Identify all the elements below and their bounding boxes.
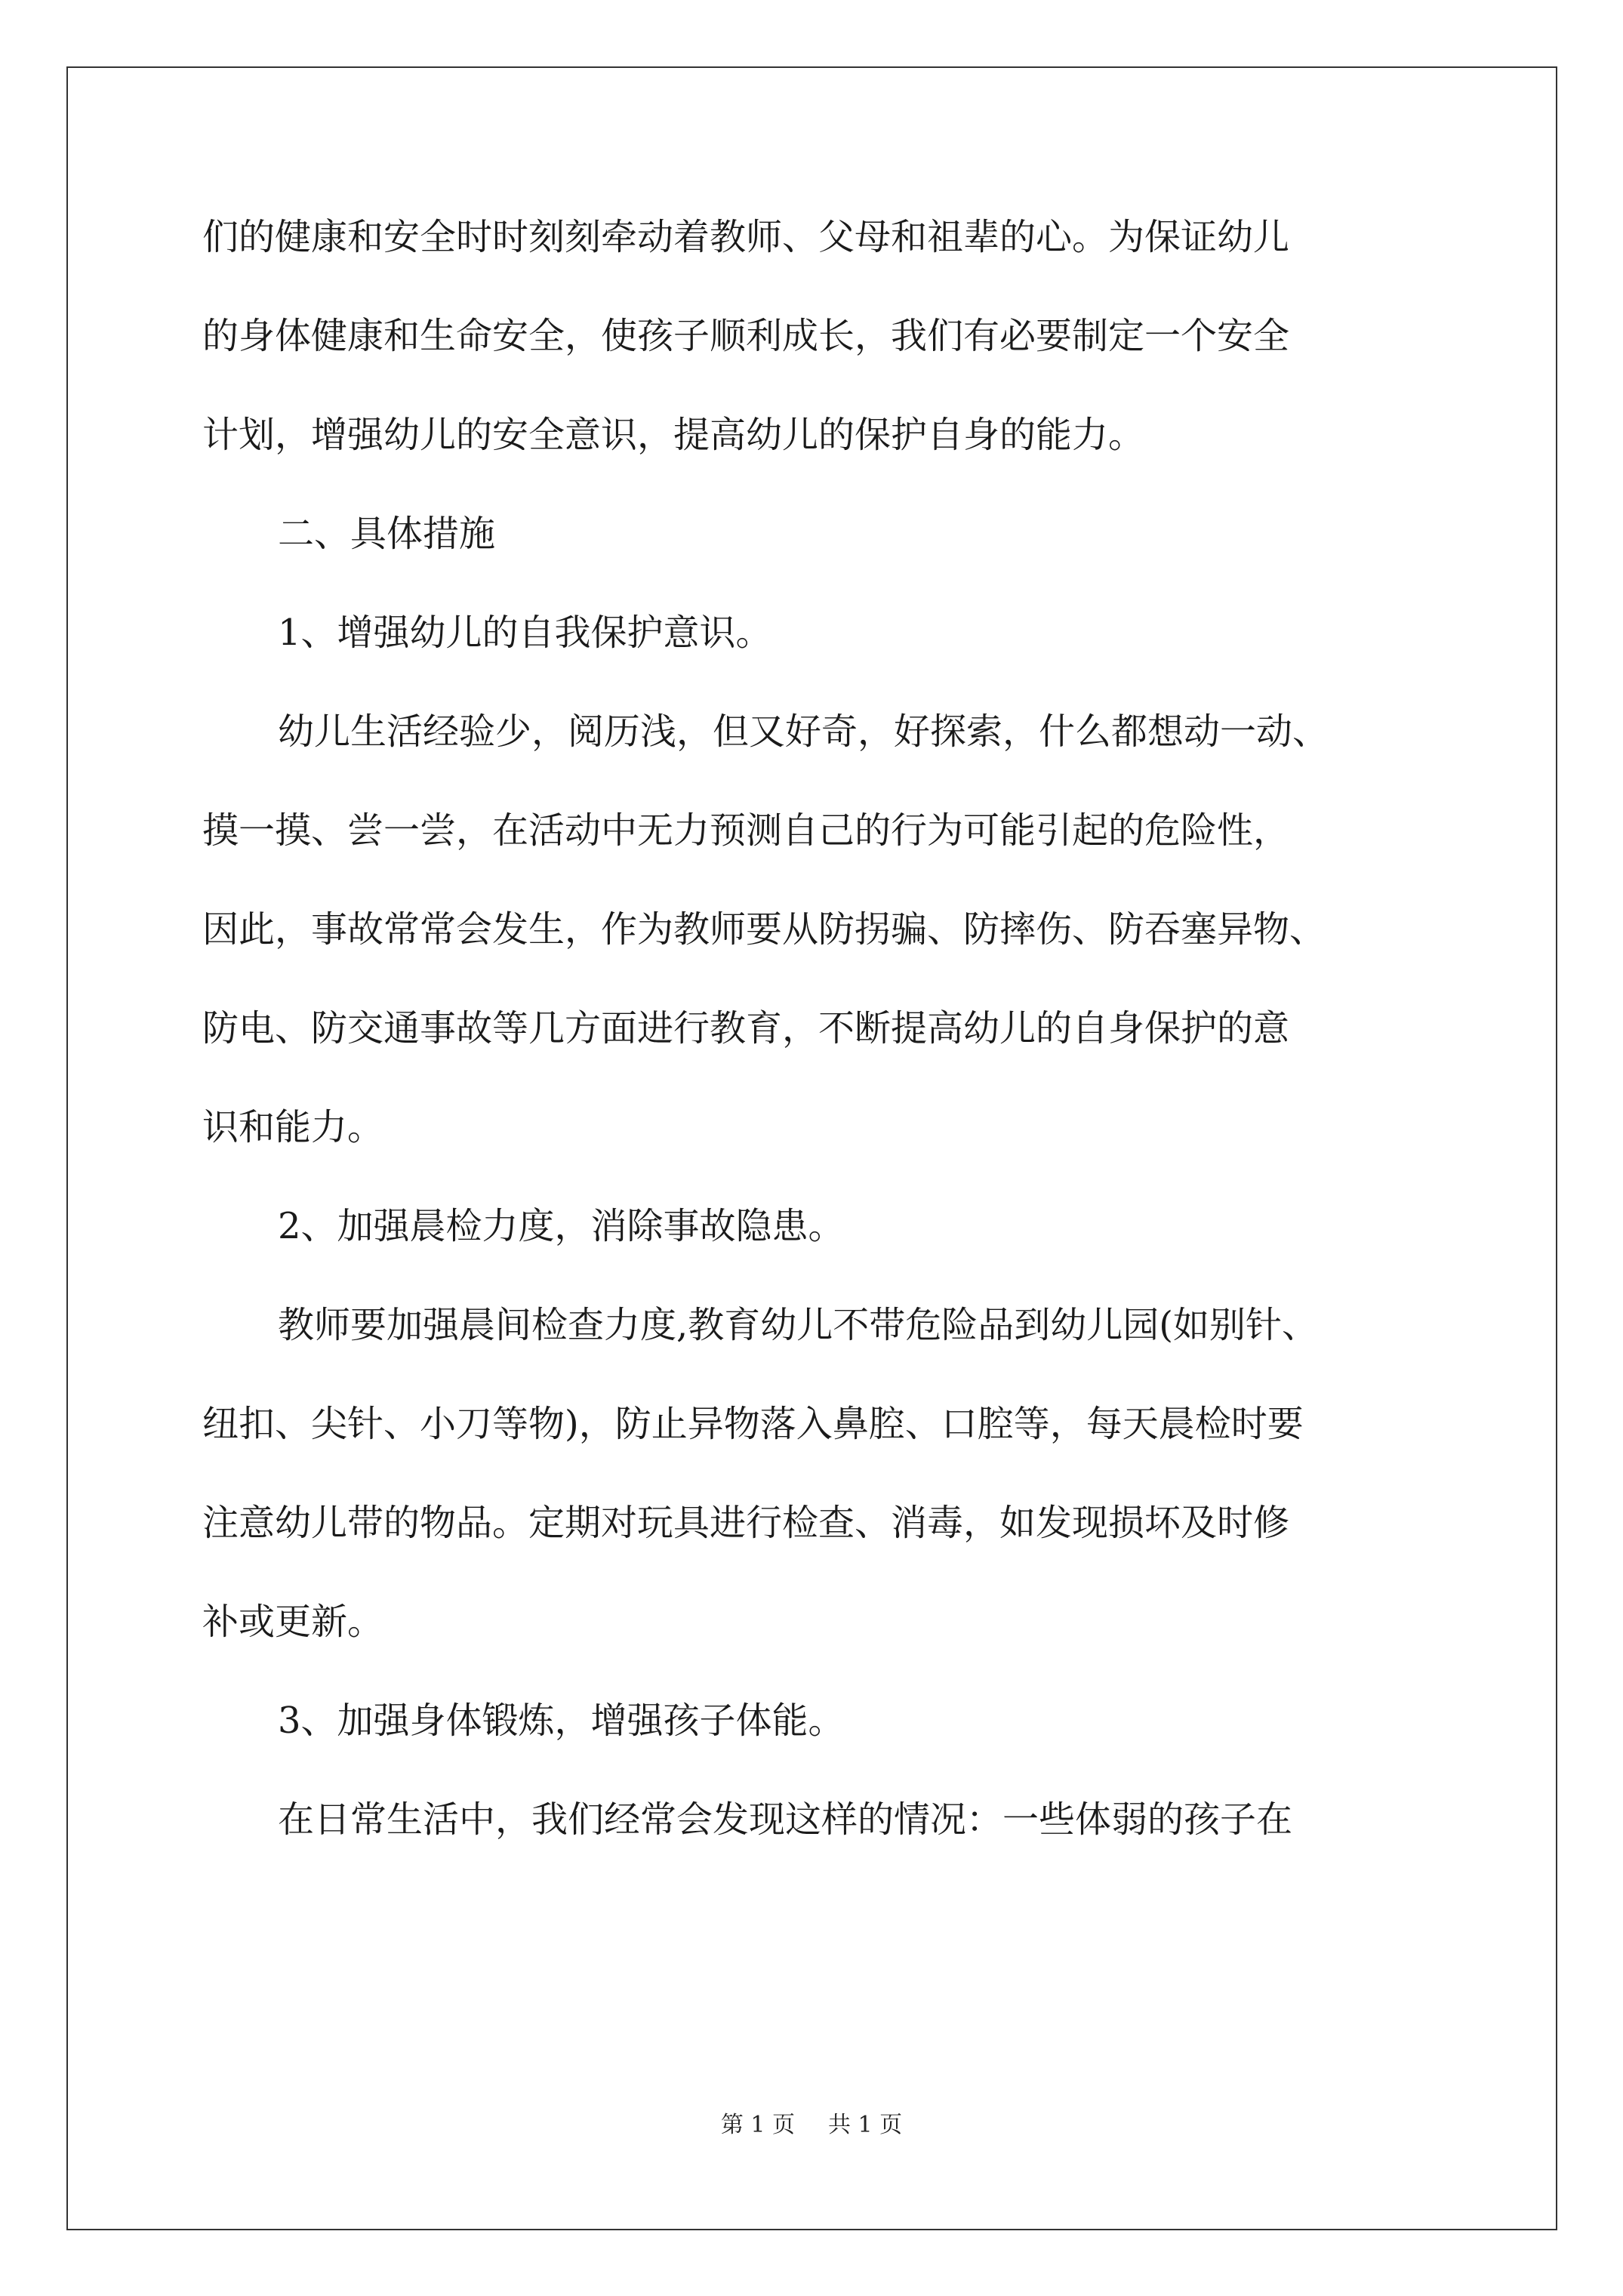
page-footer <box>0 2114 1623 2137</box>
text-line-2: 的身体健康和生命安全，使孩子顺利成长，我们有必要制定一个安全 <box>202 315 1290 357</box>
page-number: 第 1 页 <box>720 2112 795 2138</box>
text-line-7: 摸一摸、尝一尝，在活动中无力预测自己的行为可能引起的危险性， <box>202 809 1290 852</box>
text-line-10: 识和能力。 <box>202 1106 384 1148</box>
section-heading: 二、具体措施 <box>278 513 496 555</box>
item-heading-1: 1、增强幼儿的自我保护意识。 <box>278 612 772 654</box>
text-line-6: 幼儿生活经验少，阅历浅，但又好奇，好探索，什么都想动一动、 <box>278 710 1329 753</box>
page-total: 共 1 页 <box>828 2112 903 2138</box>
text-line-14: 注意幼儿带的物品。定期对玩具进行检查、消毒，如发现损坏及时修 <box>202 1502 1290 1544</box>
text-line-12: 教师要加强晨间检查力度,教育幼儿不带危险品到幼儿园(如别针、 <box>278 1304 1318 1346</box>
document-body <box>202 216 1440 1900</box>
text-line-15: 补或更新。 <box>202 1601 384 1643</box>
text-line-17: 在日常生活中，我们经常会发现这样的情况：一些体弱的孩子在 <box>278 1798 1293 1841</box>
text-line-8: 因此，事故常常会发生，作为教师要从防拐骗、防摔伤、防吞塞异物、 <box>202 908 1326 951</box>
text-line-1: 们的健康和安全时时刻刻牵动着教师、父母和祖辈的心。为保证幼儿 <box>202 216 1290 258</box>
item-heading-3: 3、加强身体锻炼，增强孩子体能。 <box>278 1700 845 1742</box>
text-line-13: 纽扣、尖针、小刀等物)，防止异物落入鼻腔、口腔等，每天晨检时要 <box>202 1403 1304 1445</box>
item-heading-2: 2、加强晨检力度，消除事故隐患。 <box>278 1205 845 1247</box>
text-line-9: 防电、防交通事故等几方面进行教育，不断提高幼儿的自身保护的意 <box>202 1007 1290 1049</box>
text-line-3: 计划，增强幼儿的安全意识，提高幼儿的保护自身的能力。 <box>202 414 1145 456</box>
